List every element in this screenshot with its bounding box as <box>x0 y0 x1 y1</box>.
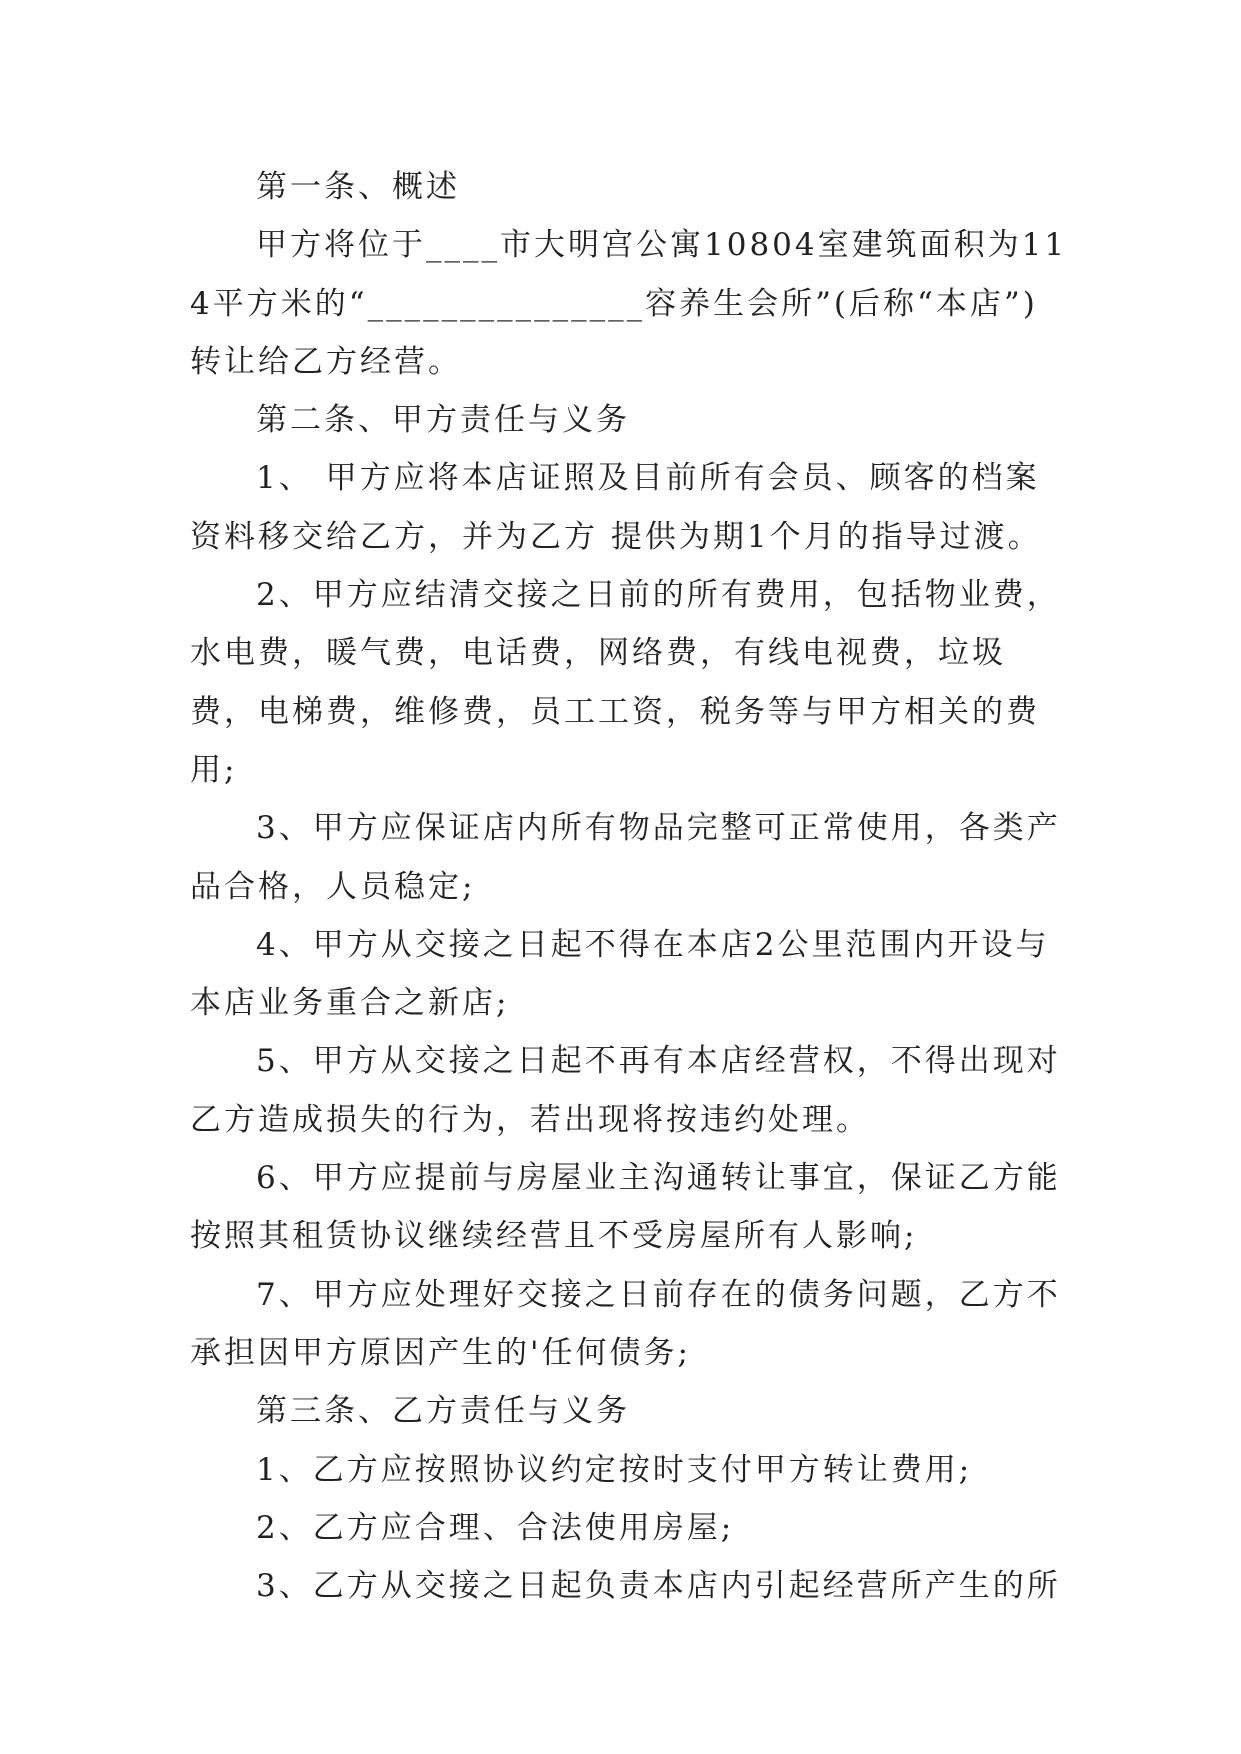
section-heading-overview: 第一条、概述 <box>256 169 460 205</box>
party-a-clause-2: 2、甲方应结清交接之日前的所有费用，包括物业费，水电费，暖气费，电话费，网络费，有线电视费，垃圾费，电梯费，维修费，员工工资，税务等与甲方相关的费用; <box>190 577 1061 788</box>
party-a-clause-6: 6、甲方应提前与房屋业主沟通转让事宜，保证乙方能按照其租赁协议继续经营且不受房屋所有人影响; <box>190 1160 1061 1255</box>
party-a-clause-1: 1、 甲方应将本店证照及目前所有会员、顾客的档案资料移交给乙方，并为乙方 提供为期1个月的指导过渡。 <box>190 460 1042 555</box>
section-heading-party-b-duties: 第三条、乙方责任与义务 <box>256 1393 630 1430</box>
party-a-clause-5: 5、甲方从交接之日起不再有本店经营权，不得出现对乙方造成损失的行为，若出现将按违约处理。 <box>190 1043 1061 1138</box>
party-a-clause-4: 4、甲方从交接之日起不得在本店2公里范围内开设与本店业务重合之新店; <box>190 926 1050 1022</box>
party-a-clause-3: 3、甲方应保证店内所有物品完整可正常使用，各类产品合格，人员稳定; <box>190 810 1061 905</box>
document-body <box>190 158 1070 1615</box>
party-b-clause-1: 1、乙方应按照协议约定按时支付甲方转让费用; <box>256 1451 973 1488</box>
party-a-clause-7: 7、甲方应处理好交接之日前存在的债务问题，乙方不承担因甲方原因产生的'任何债务; <box>190 1276 1061 1371</box>
party-b-clause-2: 2、乙方应合理、合法使用房屋; <box>256 1509 735 1546</box>
paragraph-transfer-statement: 甲方将位于____市大明宫公寓10804室建筑面积为114平方米的“_______________容养生会所”(后称“本店”)转让给乙方经营。 <box>190 227 1068 380</box>
party-b-clause-3: 3、乙方从交接之日起负责本店内引起经营所产生的所 <box>256 1568 1061 1605</box>
section-heading-party-a-duties: 第二条、甲方责任与义务 <box>256 402 630 439</box>
